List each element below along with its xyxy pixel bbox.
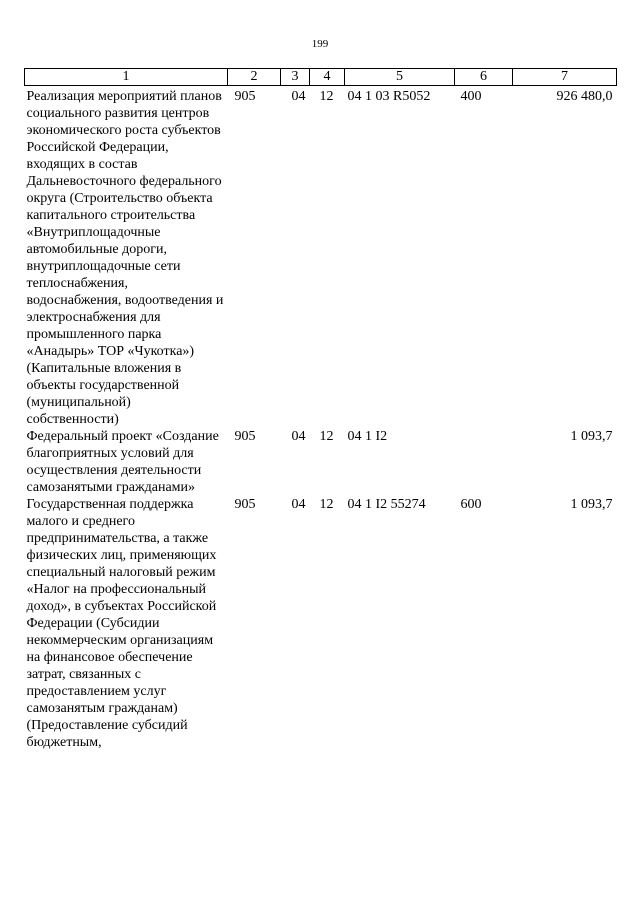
row-expense-type bbox=[455, 428, 513, 496]
column-number-row bbox=[25, 69, 617, 86]
row-amount: 1 093,7 bbox=[570, 497, 613, 512]
row-expense-type: 600 bbox=[460, 497, 482, 512]
col-header-6: 6 bbox=[455, 69, 513, 86]
table-row bbox=[25, 428, 617, 496]
row-subsection: 12 bbox=[319, 89, 334, 104]
row-expense-type: 400 bbox=[460, 89, 482, 104]
row-target-article: 04 1 I2 bbox=[347, 429, 388, 444]
row-grbs: 905 bbox=[234, 497, 256, 512]
col-header-1: 1 bbox=[25, 69, 228, 86]
table-row bbox=[25, 86, 617, 429]
row-name: Реализация мероприятий планов социального развития центров экономического роста субъектов Российской Федерации, входящих в состав Дальневосточного федерального округа (Строительство объекта капитального строительства «Внутриплощадочные автомобильные дороги, внутриплощадочные сети теплоснабжения, водоснабжения, водоотведения и электроснабжения для промышленного парка «Анадырь» ТОР «Чукотка») (Капитальные вложения в объекты государственной (муниципальной) собственности) bbox=[26, 89, 224, 427]
row-section: 04 bbox=[291, 89, 306, 104]
row-subsection: 12 bbox=[319, 497, 334, 512]
row-amount: 926 480,0 bbox=[556, 89, 613, 104]
budget-table bbox=[24, 68, 617, 751]
col-header-7: 7 bbox=[513, 69, 617, 86]
row-section: 04 bbox=[291, 429, 306, 444]
row-grbs: 905 bbox=[234, 429, 256, 444]
row-target-article: 04 1 I2 55274 bbox=[347, 497, 426, 512]
table-row bbox=[25, 496, 617, 751]
page-number: 199 bbox=[311, 38, 329, 50]
row-grbs: 905 bbox=[234, 89, 256, 104]
row-subsection: 12 bbox=[319, 429, 334, 444]
col-header-2: 2 bbox=[228, 69, 281, 86]
row-name: Государственная поддержка малого и среднего предпринимательства, а также физических лиц, применяющих специальный налоговый режим «Налог на профессиональный доход», в субъектах Российской Федерации (Субсидии некоммерческим организациям на финансовое обеспечение затрат, связанных с предоставлением услуг самозанятым гражданам) (Предоставление субсидий бюджетным, bbox=[26, 497, 217, 750]
col-header-3: 3 bbox=[281, 69, 310, 86]
row-name: Федеральный проект «Создание благоприятных условий для осуществления деятельности самозанятыми гражданами» bbox=[26, 429, 219, 495]
row-amount: 1 093,7 bbox=[570, 429, 613, 444]
row-section: 04 bbox=[291, 497, 306, 512]
col-header-4: 4 bbox=[310, 69, 345, 86]
col-header-5: 5 bbox=[345, 69, 455, 86]
row-target-article: 04 1 03 R5052 bbox=[347, 89, 431, 104]
